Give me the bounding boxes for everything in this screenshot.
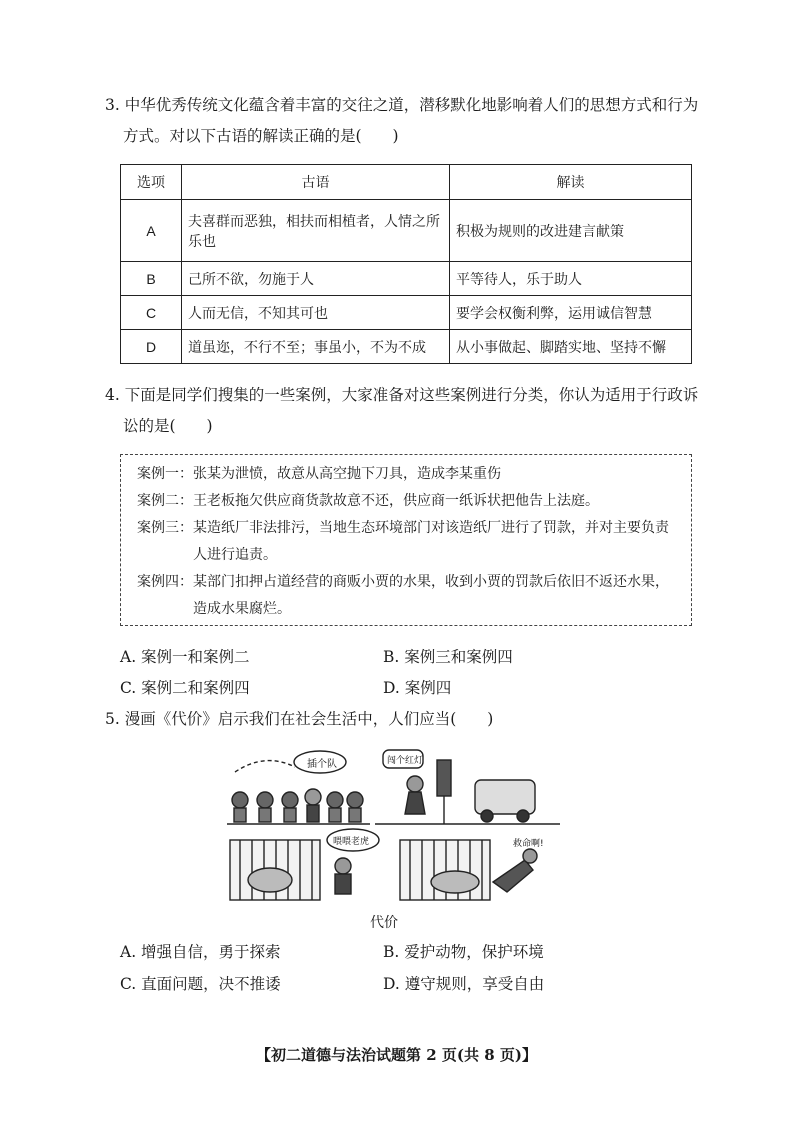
question-3-line1: 3. 中华优秀传统文化蕴含着丰富的交往之道，潜移默化地影响着人们的思想方式和行为 — [105, 96, 699, 114]
page-footer: 【初二道德与法治试题第 2 页(共 8 页)】 — [256, 1046, 537, 1064]
case-item — [137, 569, 675, 623]
q4-option-b[interactable]: B. 案例三和案例四 — [383, 648, 513, 666]
row-quote: 人而无信，不知其可也 — [182, 296, 450, 330]
q5-option-c[interactable]: C. 直面问题，决不推诿 — [120, 975, 281, 993]
header-quote: 古语 — [182, 165, 450, 200]
case-item — [137, 515, 675, 569]
row-quote: 己所不欲，勿施于人 — [182, 262, 450, 296]
question-4-line1: 4. 下面是同学们搜集的一些案例，大家准备对这些案例进行分类，你认为适用于行政诉 — [105, 386, 699, 404]
case-tag: 案例四： — [137, 574, 193, 590]
bubble-queue: 插个队 — [307, 759, 337, 770]
row-quote: 道虽迩，不行不至；事虽小，不为不成 — [182, 330, 450, 364]
cartoon-caption: 代价 — [370, 915, 398, 931]
case-item — [137, 461, 675, 488]
bubble-help: 救命啊! — [513, 839, 544, 849]
table-row — [121, 200, 692, 262]
question-5 — [105, 704, 705, 735]
row-reading: 要学会权衡利弊，运用诚信智慧 — [450, 296, 692, 330]
row-reading: 从小事做起、脚踏实地、坚持不懈 — [450, 330, 692, 364]
question-3-line2: 方式。对以下古语的解读正确的是( ) — [123, 127, 399, 145]
row-letter: A — [121, 200, 182, 262]
table-row — [121, 296, 692, 330]
q5-option-b[interactable]: B. 爱护动物，保护环境 — [383, 943, 544, 961]
case-text: 张某为泄愤，故意从高空抛下刀具，造成李某重伤 — [193, 466, 501, 482]
cartoon-image — [225, 742, 565, 907]
table-row — [121, 262, 692, 296]
table-row — [121, 330, 692, 364]
case-text: 某部门扣押占道经营的商贩小贾的水果，收到小贾的罚款后依旧不返还水果，造成水果腐烂。 — [193, 574, 669, 617]
question-3-table — [120, 164, 692, 364]
case-tag: 案例三： — [137, 520, 193, 536]
cartoon-panel-help — [400, 840, 537, 900]
question-5-line1: 5. 漫画《代价》启示我们在社会生活中，人们应当( ) — [105, 710, 494, 728]
q4-option-d[interactable]: D. 案例四 — [383, 679, 452, 697]
question-4 — [105, 380, 705, 442]
question-3 — [105, 90, 705, 152]
row-reading: 平等待人，乐于助人 — [450, 262, 692, 296]
case-item — [137, 488, 675, 515]
q5-option-d[interactable]: D. 遵守规则，享受自由 — [383, 975, 545, 993]
case-text: 某造纸厂非法排污，当地生态环境部门对该造纸厂进行了罚款，并对主要负责人进行追责。 — [193, 520, 669, 563]
row-quote: 夫喜群而恶独，相扶而相植者，人情之所乐也 — [182, 200, 450, 262]
row-reading: 积极为规则的改进建言献策 — [450, 200, 692, 262]
case-text: 王老板拖欠供应商货款故意不还，供应商一纸诉状把他告上法庭。 — [193, 493, 599, 509]
header-option: 选项 — [121, 165, 182, 200]
bubble-light: 闯个红灯 — [387, 756, 424, 766]
q4-option-c[interactable]: C. 案例二和案例四 — [120, 679, 250, 697]
row-letter: B — [121, 262, 182, 296]
case-tag: 案例二： — [137, 493, 193, 509]
q5-option-a[interactable]: A. 增强自信，勇于探索 — [120, 943, 281, 961]
table-header-row — [121, 165, 692, 200]
row-letter: D — [121, 330, 182, 364]
bubble-tiger: 喂喂老虎 — [333, 837, 370, 847]
case-box — [120, 454, 692, 626]
header-reading: 解读 — [450, 165, 692, 200]
question-4-line2: 讼的是( ) — [123, 417, 213, 435]
row-letter: C — [121, 296, 182, 330]
cartoon-panel-queue — [227, 751, 370, 824]
q4-option-a[interactable]: A. 案例一和案例二 — [120, 648, 250, 666]
case-tag: 案例一： — [137, 466, 193, 482]
